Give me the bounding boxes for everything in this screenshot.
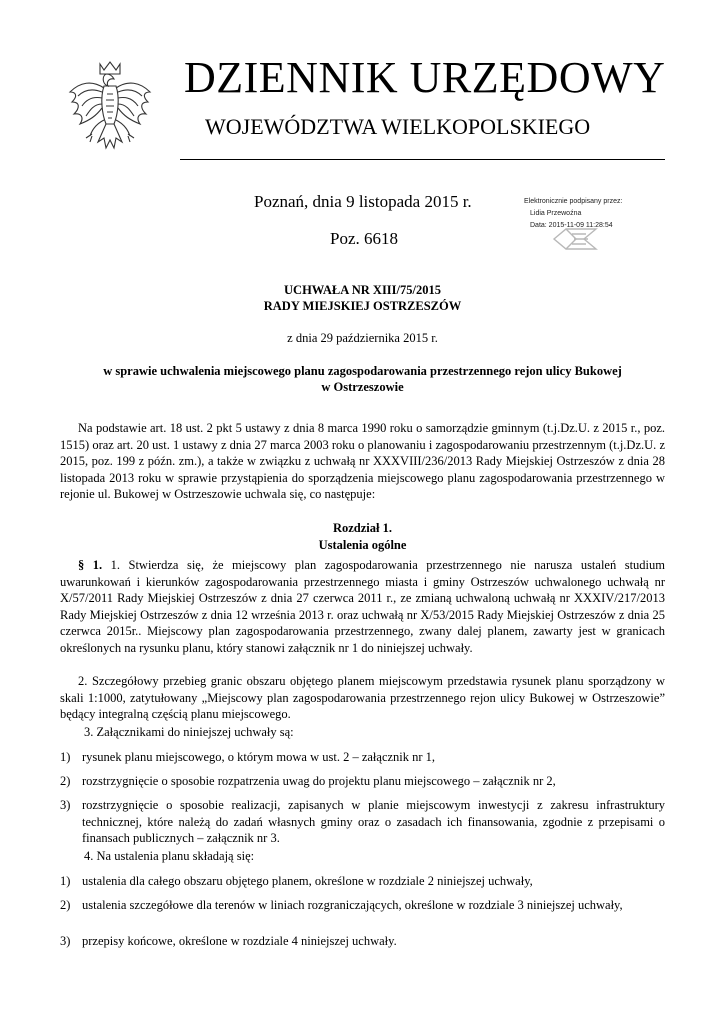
act-subject-line2: w Ostrzeszowie	[321, 380, 404, 394]
journal-title: DZIENNIK URZĘDOWY	[184, 53, 666, 102]
section-1-paragraph-1	[60, 557, 665, 657]
chapter-title: Ustalenia ogólne	[318, 537, 407, 552]
attachment-item	[60, 773, 665, 790]
attachment-item	[60, 797, 665, 847]
preamble: Na podstawie art. 18 ust. 2 pkt 5 ustawy z dnia 8 marca 1990 roku o samorządzie gminnym (t.j.Dz.U. z 2015 r., poz. 1515) oraz art. 20 ust. 1 ustawy z dnia 27 marca 2003 roku o planowaniu i zagospodarowaniu przestrzennym (t.j.Dz.U. z 2015, poz. 199 z późn. zm.), a także w związku z uchwałą nr XXXVIII/236/2013 Rady Miejskiej Ostrzeszów z dnia 28 listopada 2013 roku w sprawie przystąpienia do sporządzenia miejscowego planu zagospodarowania przestrzennego w rejonie ul. Bukowej w Ostrzeszowie uchwala się, co następuje:	[60, 421, 665, 502]
section-1-paragraph-1-text: 1. Stwierdza się, że miejscowy plan zagospodarowania przestrzennego nie narusza ustaleń studium uwarunkowań i kierunków zagospodarowania przestrzennego miasta i gminy Ostrzeszów uchwalonego uchwałą nr X/57/2011 Rady Miejskiej Ostrzeszów z dnia 27 czerwca 2011 r., ze zmianą uchwaloną uchwałą nr XXXIV/217/2013 Rady Miejskiej Ostrzeszów z dnia 12 września 2013 r. oraz uchwałą nr X/53/2015 Rady Miejskiej Ostrzeszów z dnia 25 czerwca 2015r.. Miejscowy plan zagospodarowania przestrzennego, zwany dalej planem, zawarty jest w granicach określonych na rysunku planu, który stanowi załącznik nr 1 do niniejszej uchwały.	[60, 558, 665, 655]
position-number: Poz. 6618	[330, 229, 398, 248]
act-issuer: RADY MIEJSKIEJ OSTRZESZÓW	[263, 299, 462, 313]
attachment-number: 3)	[60, 798, 71, 812]
attachment-text: rozstrzygnięcie o sposobie rozpatrzenia uwag do projektu planu miejscowego – załącznik nr 2,	[82, 774, 556, 788]
header-divider	[180, 159, 665, 160]
act-title	[60, 282, 665, 314]
section-1-paragraph-3: 3. Załącznikami do niniejszej uchwały są:	[84, 725, 294, 739]
signature-date: Data: 2015-11-09 11:28:54	[530, 222, 613, 229]
act-subject	[60, 363, 665, 395]
signature-label: Elektronicznie podpisany przez:	[524, 198, 623, 205]
journal-subtitle: WOJEWÓDZTWA WIELKOPOLSKIEGO	[205, 114, 591, 139]
provision-text: przepisy końcowe, określone w rozdziale 4 niniejszej uchwały.	[82, 934, 397, 948]
provision-item	[60, 873, 665, 890]
attachment-number: 2)	[60, 774, 71, 788]
provision-number: 1)	[60, 874, 71, 888]
attachment-item	[60, 749, 665, 766]
e-signature-mark-icon	[550, 226, 600, 252]
attachment-text: rozstrzygnięcie o sposobie realizacji, zapisanych w planie miejscowym inwestycji z zakresu infrastruktury technicznej, które należą do zadań własnych gminy oraz o zasadach ich finansowania, zgodnie z przepisami o finansach publicznych – załącznik nr 3.	[82, 798, 665, 846]
chapter-heading	[60, 520, 665, 553]
chapter-number: Rozdział 1.	[332, 521, 393, 535]
act-number: UCHWAŁA NR XIII/75/2015	[284, 283, 441, 297]
section-1-paragraph-2: 2. Szczegółowy przebieg granic obszaru objętego planem miejscowym przedstawia rysunek planu sporządzony w skali 1:1000, zatytułowany „Miejscowy plan zagospodarowania przestrzennego rejon ulicy Bukowej w Ostrzeszowie” będący integralną częścią planu miejscowego.	[60, 674, 665, 722]
polish-eagle-emblem-icon	[62, 58, 158, 164]
provision-text: ustalenia dla całego obszaru objętego planem, określone w rozdziale 2 niniejszej uchwały,	[82, 874, 533, 888]
place-and-date: Poznań, dnia 9 listopada 2015 r.	[254, 192, 472, 211]
provision-text: ustalenia szczegółowe dla terenów w liniach rozgraniczających, określone w rozdziale 3 niniejszej uchwały,	[82, 898, 623, 912]
act-date: z dnia 29 października 2015 r.	[287, 331, 438, 345]
section-1-paragraph-4: 4. Na ustalenia planu składają się:	[84, 849, 255, 863]
provision-item	[60, 933, 665, 950]
provision-number: 3)	[60, 934, 71, 948]
attachment-text: rysunek planu miejscowego, o którym mowa w ust. 2 – załącznik nr 1,	[82, 750, 436, 764]
attachment-number: 1)	[60, 750, 71, 764]
provision-number: 2)	[60, 898, 71, 912]
provision-item	[60, 897, 665, 914]
section-mark: § 1.	[78, 558, 103, 572]
act-subject-line1: w sprawie uchwalenia miejscowego planu zagospodarowania przestrzennego rejon ulicy Bukowej	[103, 364, 622, 378]
signature-signer: Lidia Przewoźna	[530, 210, 582, 217]
